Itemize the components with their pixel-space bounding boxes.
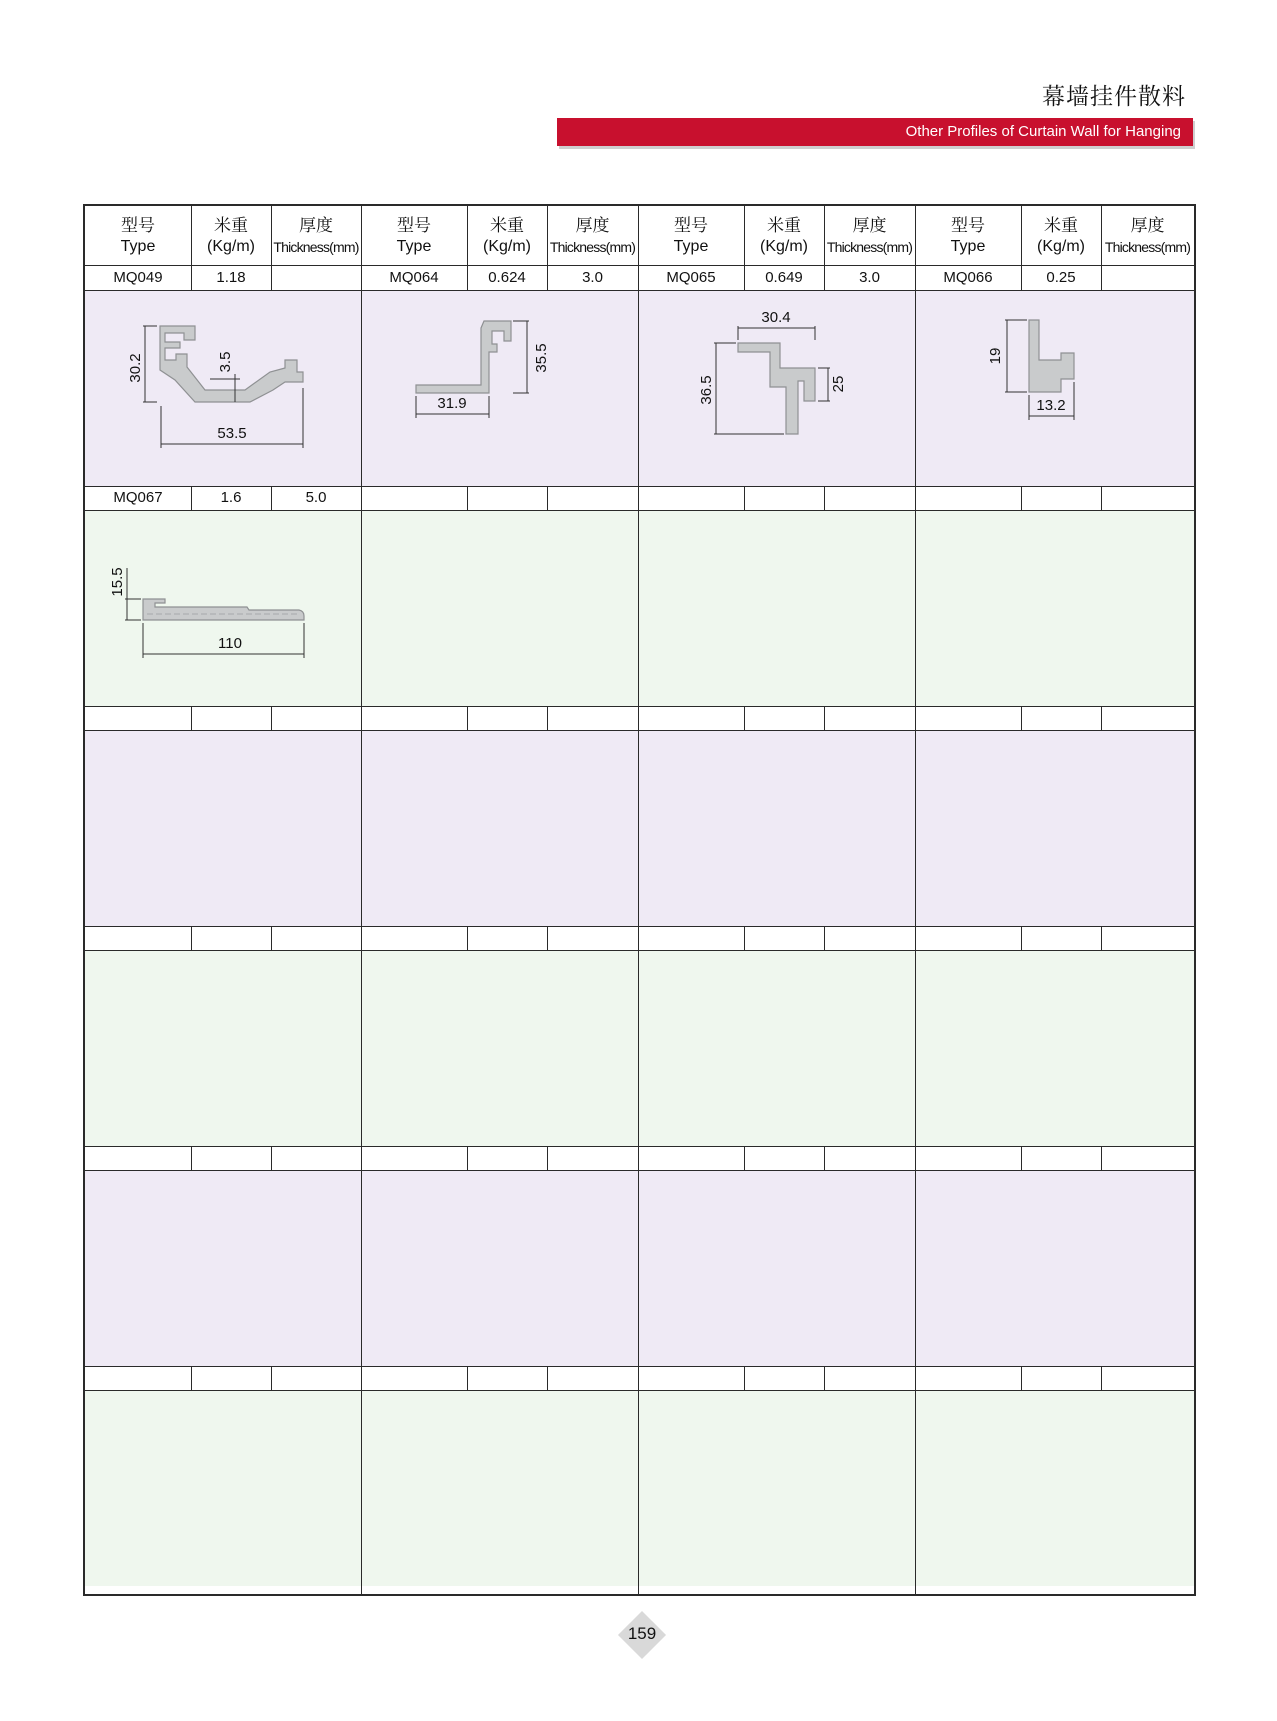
drawing-row-3 <box>85 730 1194 926</box>
dim-height: 36.5 <box>698 375 715 405</box>
drawing-row-4 <box>85 950 1194 1146</box>
product-thickness <box>1101 266 1194 290</box>
product-thickness: 3.0 <box>582 269 603 286</box>
product-type: MQ065 <box>666 269 716 286</box>
header-thickness: 厚度 Thickness(mm) <box>1104 215 1191 255</box>
page-title-cn: 幕墙挂件散料 <box>1042 84 1186 110</box>
header-type: 型号 Type <box>673 215 709 255</box>
drawing-row-6 <box>85 1390 1194 1586</box>
profile-drawing-mq064 <box>361 290 638 486</box>
profile-catalog-table <box>83 204 1196 1596</box>
header-weight: 米重 (Kg/m) <box>483 215 531 255</box>
product-weight: 0.25 <box>1046 269 1076 286</box>
dim-width: 53.5 <box>217 425 247 442</box>
dim-height: 35.5 <box>533 343 550 373</box>
product-weight: 1.6 <box>220 489 242 506</box>
page-number-badge <box>617 1610 667 1660</box>
profile-drawing-mq066 <box>915 290 1194 486</box>
product-type: MQ064 <box>389 269 439 286</box>
product-type: MQ067 <box>113 489 163 506</box>
header-thickness: 厚度 Thickness(mm) <box>273 215 359 255</box>
header-weight: 米重 (Kg/m) <box>1037 215 1085 255</box>
drawing-row-5 <box>85 1170 1194 1366</box>
dim-height: 19 <box>987 347 1004 365</box>
product-thickness <box>271 266 361 290</box>
dim-wall: 3.5 <box>217 351 234 373</box>
header-type: 型号 Type <box>396 215 432 255</box>
dim-step: 25 <box>830 375 847 393</box>
dim-width: 13.2 <box>1036 397 1066 414</box>
profile-drawing-mq065 <box>638 290 915 486</box>
header-type: 型号 Type <box>950 215 986 255</box>
header-weight: 米重 (Kg/m) <box>207 215 255 255</box>
product-thickness: 3.0 <box>859 269 880 286</box>
dim-width: 110 <box>218 635 242 652</box>
page-number: 159 <box>627 1624 657 1643</box>
title-banner <box>557 118 1193 146</box>
product-weight: 0.649 <box>765 269 803 286</box>
dim-width: 30.4 <box>761 309 791 326</box>
dim-height: 30.2 <box>127 353 144 383</box>
product-type: MQ049 <box>113 269 163 286</box>
header-weight: 米重 (Kg/m) <box>760 215 808 255</box>
product-weight: 1.18 <box>216 269 246 286</box>
profile-drawing-mq049 <box>85 290 361 486</box>
dim-width: 31.9 <box>437 395 467 412</box>
header-type: 型号 Type <box>120 215 156 255</box>
header-thickness: 厚度 Thickness(mm) <box>549 215 636 255</box>
header-thickness: 厚度 Thickness(mm) <box>826 215 913 255</box>
product-type: MQ066 <box>943 269 993 286</box>
product-thickness: 5.0 <box>305 489 327 506</box>
product-weight: 0.624 <box>488 269 526 286</box>
dim-height: 15.5 <box>109 567 126 597</box>
profile-drawing-mq067 <box>85 510 361 706</box>
page-title-en: Other Profiles of Curtain Wall for Hanging <box>905 123 1181 140</box>
